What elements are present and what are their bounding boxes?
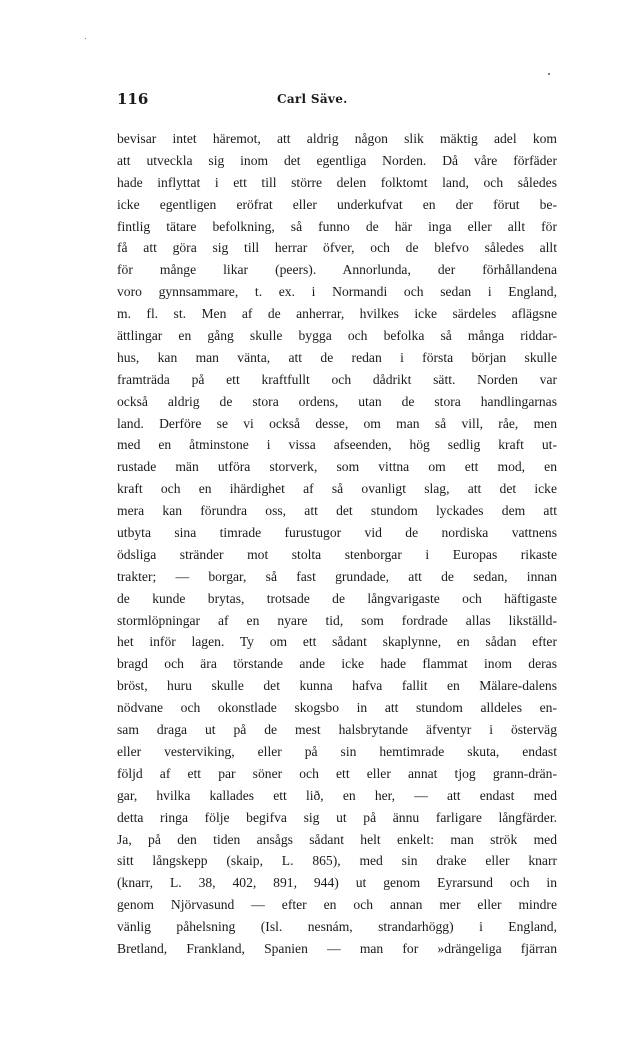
- text-line: mera kan förundra oss, att det stundom lyckades dem att: [117, 503, 557, 519]
- text-line: het inför lagen. Ty om ett sådant skaplynne, en sådan efter: [117, 634, 557, 650]
- text-line: sitt långskepp (skaip, L. 865), med sin drake eller knarr: [117, 853, 557, 869]
- page-number: 116: [117, 90, 149, 108]
- text-line: Bretland, Frankland, Spanien — man for »drängeliga fjärran: [117, 940, 557, 956]
- text-line: genom Njörvasund — efter en och annan mer eller mindre: [117, 897, 557, 913]
- text-line: bragd och ära törstande ande icke hade flammat inom deras: [117, 656, 557, 672]
- text-line: nödvane och okonstlade skogsbo in att stundom alldeles en-: [117, 700, 557, 716]
- text-line: bröst, huru skulle det kunna hafva fallit en Mälare-dalens: [117, 678, 557, 694]
- text-line: bevisar intet häremot, att aldrig någon slik mäktig adel kom: [117, 131, 557, 146]
- text-line: hade inflyttat i ett till större delen folktomt land, och således: [117, 174, 557, 190]
- text-line: de kunde brytas, trotsade de långvarigaste och häftigaste: [117, 590, 557, 606]
- text-line: hus, kan man vänta, att de redan i första början skulle: [117, 349, 557, 365]
- text-line: eller vesterviking, eller på sin hemtimrade skuta, endast: [117, 743, 557, 759]
- text-line: ättlingar en gång skulle bygga och befolka så många riddar-: [117, 328, 557, 344]
- body-text: [117, 128, 557, 960]
- text-line: gar, hvilka kallades ett lið, en her, — att endast med: [117, 787, 557, 803]
- text-line: kraft och en ihärdighet af så ovanligt slag, att det icke: [117, 481, 557, 497]
- text-line: trakter; — borgar, så fast grundade, att de sedan, innan: [117, 568, 557, 584]
- text-line: fintlig tätare befolkning, så funno de här inga eller allt för: [117, 218, 557, 234]
- text-line: också aldrig de stora ordens, utan de stora handlingarnas: [117, 393, 557, 409]
- page-header: [117, 90, 557, 110]
- text-line: sam draga ut på de mest halsbrytande äfventyr i österväg: [117, 722, 557, 738]
- text-line: att utveckla sig inom det egentliga Norden. Då våre förfäder: [117, 152, 557, 168]
- text-line: följd af ett par söner och ett eller annat tjog grann-drän-: [117, 765, 557, 781]
- text-line: (knarr, L. 38, 402, 891, 944) ut genom Eyrarsund och in: [117, 875, 557, 891]
- text-line: ödsliga stränder mot stolta stenborgar i Europas rikaste: [117, 546, 557, 562]
- text-line: voro gynnsammare, t. ex. i Normandi och sedan i England,: [117, 284, 557, 300]
- text-line: rustade män utföra storverk, som vittna om ett mod, en: [117, 459, 557, 475]
- text-line: vänlig påhelsning (Isl. nesnám, strandarhögg) i England,: [117, 919, 557, 935]
- text-line: framträda på ett kraftfullt och dådrikt sätt. Norden var: [117, 371, 557, 387]
- print-speck: [85, 38, 86, 39]
- print-speck: [548, 73, 550, 75]
- running-head: Carl Säve.: [277, 92, 348, 106]
- text-line: Ja, på den tiden ansågs sådant helt enkelt: man strök med: [117, 831, 557, 847]
- text-line: stormlöpningar af en nyare tid, som fordrade allas likställd-: [117, 612, 557, 628]
- text-line: m. fl. st. Men af de anherrar, hvilkes icke särdeles aflägsne: [117, 306, 557, 322]
- text-line: land. Derföre se vi också desse, om man så vill, råe, men: [117, 415, 557, 431]
- text-line: utbyta sina timrade furustugor vid de nordiska vattnens: [117, 525, 557, 541]
- text-line: detta ringa följe begifva sig ut på ännu farligare långfärder.: [117, 809, 557, 825]
- text-line: icke egentligen eröfrat eller underkufvat en der förut be-: [117, 196, 557, 212]
- text-line: få att göra sig till herrar öfver, och de blefvo således allt: [117, 240, 557, 256]
- text-line: med en åtminstone i vissa afseenden, hög sedlig kraft ut-: [117, 437, 557, 453]
- text-line: för månge likar (peers). Annorlunda, der förhållandena: [117, 262, 557, 278]
